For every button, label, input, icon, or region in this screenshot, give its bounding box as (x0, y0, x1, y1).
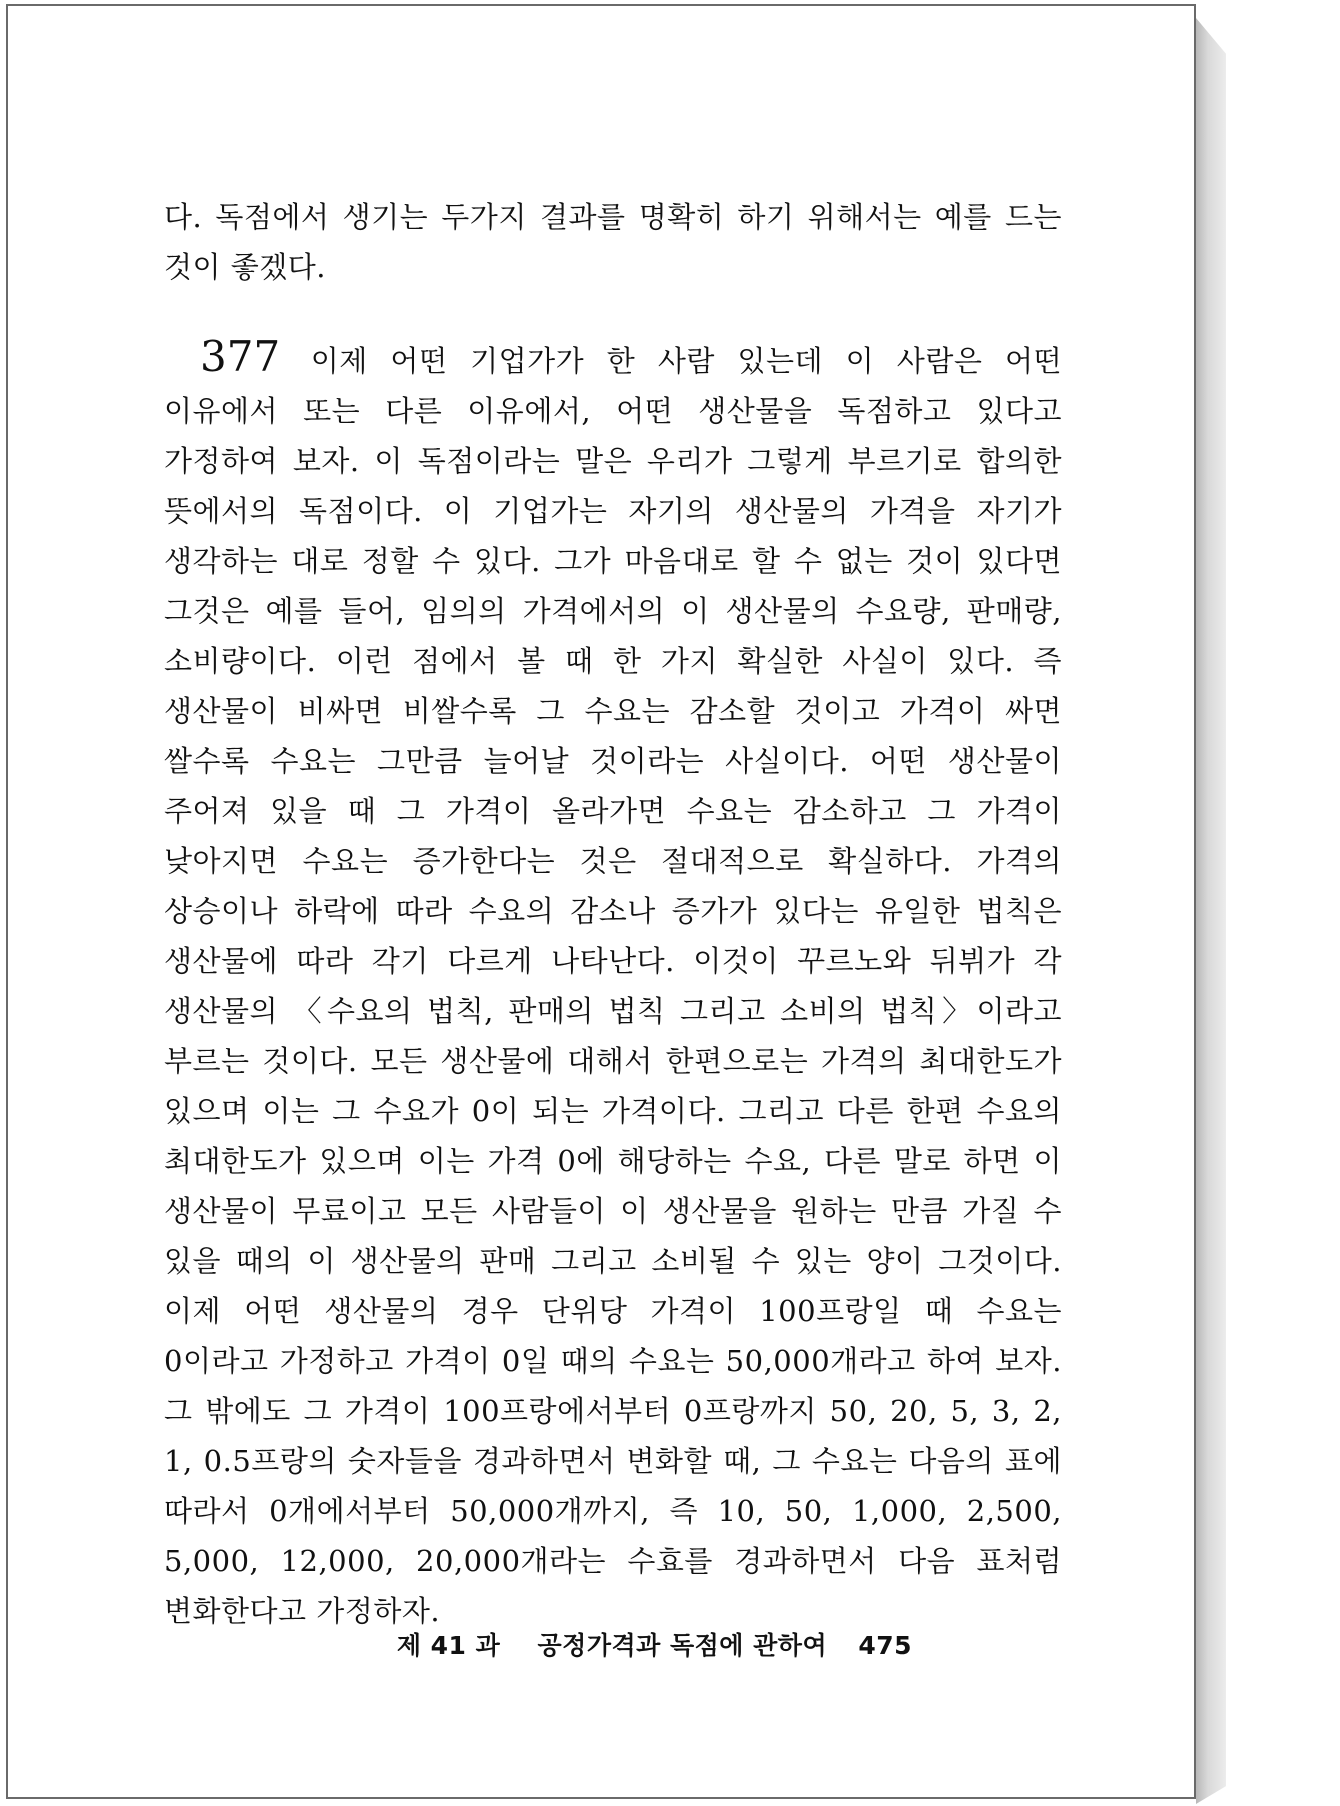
chapter-title: 공정가격과 독점에 관하여 (537, 1631, 828, 1660)
chapter-label: 제 41 과 (396, 1631, 501, 1660)
page-footer (397, 1626, 912, 1662)
page-edge-shadow (1196, 18, 1226, 1804)
book-page (6, 4, 1196, 1799)
numbered-paragraph (164, 332, 1062, 1636)
page-number: 475 (858, 1631, 912, 1660)
paragraph-number: 377 (200, 332, 281, 381)
paragraph-body: 이제 어떤 기업가가 한 사람 있는데 이 사람은 어떤 이유에서 또는 다른 이유에서, 어떤 생산물을 독점하고 있다고 가정하여 보자. 이 독점이라는 말은 우리가 그렇게 부르기로 합의한 뜻에서의 독점이다. 이 기업가는 자기의 생산물의 가격을 자기가 생각하는 대로 정할 수 있다. 그가 마음대로 할 수 없는 것이 있다면 그것은 예를 들어, 임의의 가격에서의 이 생산물의 수요량, 판매량, 소비량이다. 이런 점에서 볼 때 한 가지 확실한 사실이 있다. 즉 생산물이 비싸면 비쌀수록 그 수요는 감소할 것이고 가격이 싸면 쌀수록 수요는 그만큼 늘어날 것이라는 사실이다. 어떤 생산물이 주어져 있을 때 그 가격이 올라가면 수요는 감소하고 그 가격이 낮아지면 수요는 증가한다는 것은 절대적으로 확실하다. 가격의 상승이나 하락에 따라 수요의 감소나 증가가 있다는 유일한 법칙은 생산물에 따라 각기 다르게 나타난다. 이것이 꾸르노와 뒤뷔가 각 생산물의 〈수요의 법칙, 판매의 법칙 그리고 소비의 법칙〉이라고 부르는 것이다. 모든 생산물에 대해서 한편으로는 가격의 최대한도가 있으며 이는 그 수요가 0이 되는 가격이다. 그리고 다른 한편 수요의 최대한도가 있으며 이는 가격 0에 해당하는 수요, 다른 말로 하면 이 생산물이 무료이고 모든 사람들이 이 생산물을 원하는 만큼 가질 수 있을 때의 이 생산물의 판매 그리고 소비될 수 있는 양이 그것이다. 이제 어떤 생산물의 경우 단위당 가격이 100프랑일 때 수요는 0이라고 가정하고 가격이 0일 때의 수요는 50,000개라고 하여 보자. 그 밖에도 그 가격이 100프랑에서부터 0프랑까지 50, 20, 5, 3, 2, 1, 0.5프랑의 숫자들을 경과하면서 변화할 때, 그 수요는 다음의 표에 따라서 0개에서부터 50,000개까지, 즉 10, 50, 1,000, 2,500, 5,000, 12,000, 20,000개라는 수효를 경과하면서 다음 표처럼 변화한다고 가정하자. (164, 344, 1062, 1628)
intro-paragraph: 다. 독점에서 생기는 두가지 결과를 명확히 하기 위해서는 예를 드는 것이 좋겠다. (164, 200, 1062, 284)
